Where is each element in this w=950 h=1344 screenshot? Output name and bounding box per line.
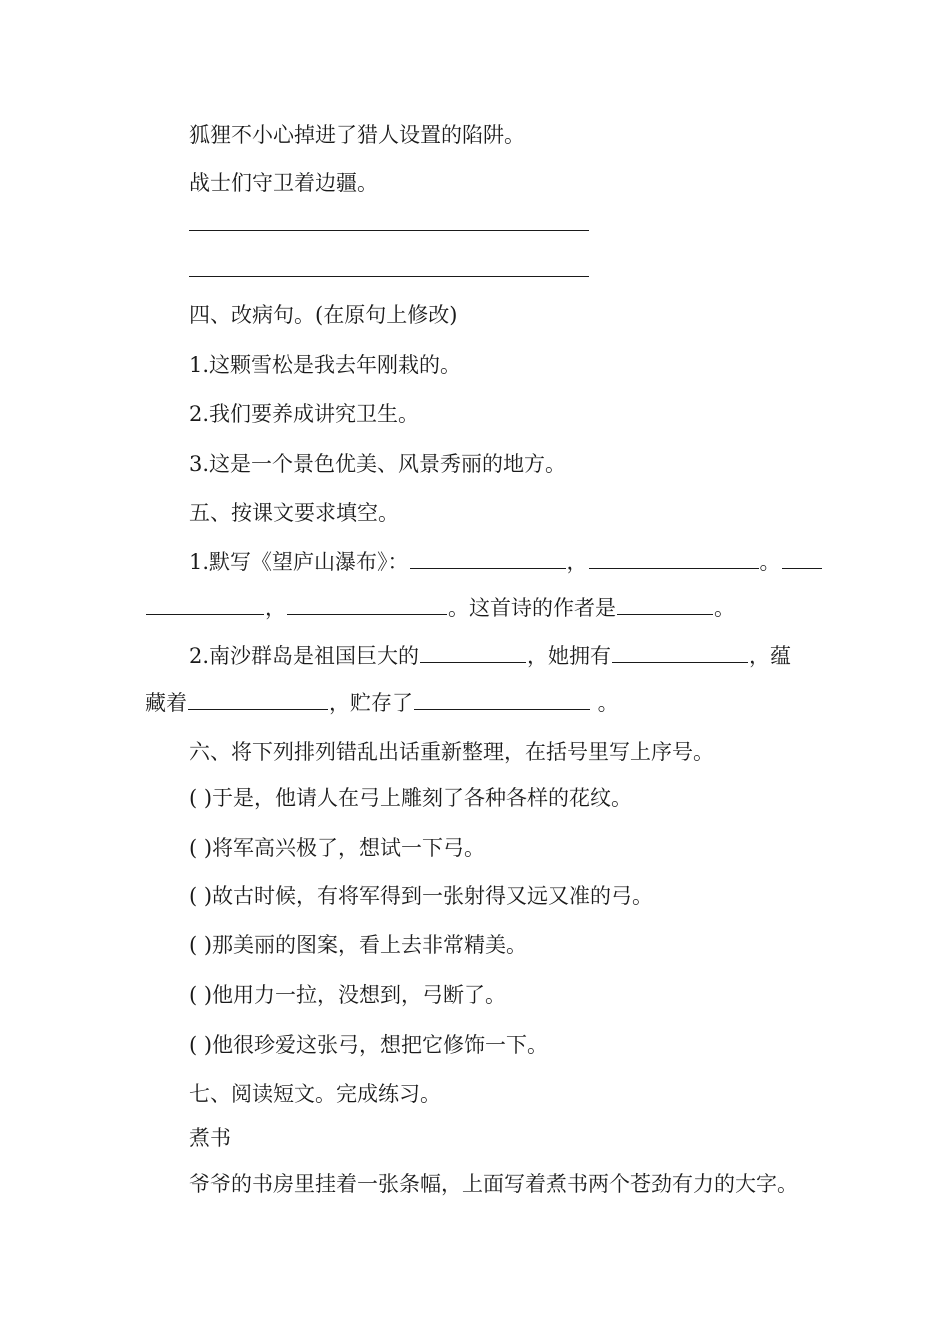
section-4-item-3: 3.这是一个景色优美、风景秀丽的地方。 bbox=[189, 452, 567, 476]
q1-author-blank[interactable] bbox=[617, 594, 713, 615]
q1-blank-2[interactable] bbox=[589, 548, 759, 569]
section-7-heading: 七、阅读短文。完成练习。 bbox=[189, 1082, 441, 1106]
q1-blank-3a[interactable] bbox=[782, 548, 822, 569]
q1-author-text: 。这首诗的作者是 bbox=[448, 596, 616, 620]
q1-comma-2: ， bbox=[265, 596, 286, 620]
section-5-q1-line2 bbox=[145, 594, 735, 622]
section-4-item-2: 2.我们要养成讲究卫生。 bbox=[189, 402, 420, 426]
q2-line2-prefix: 藏着 bbox=[145, 691, 187, 715]
q2-mid-2: ，蕴 bbox=[749, 644, 792, 668]
section-6-item-2[interactable]: ( )将军高兴极了，想试一下弓。 bbox=[189, 836, 486, 860]
answer-line-2[interactable] bbox=[189, 276, 589, 277]
q1-end: 。 bbox=[714, 596, 735, 620]
answer-line-1[interactable] bbox=[189, 230, 589, 231]
section-5-heading: 五、按课文要求填空。 bbox=[189, 501, 399, 525]
q2-prefix: 2.南沙群岛是祖国巨大的 bbox=[189, 644, 420, 668]
q1-blank-1[interactable] bbox=[410, 548, 566, 569]
q2-blank-2[interactable] bbox=[612, 642, 748, 663]
passage-title: 煮书 bbox=[189, 1126, 231, 1150]
section-5-q2-line1 bbox=[189, 642, 791, 670]
passage-paragraph: 爷爷的书房里挂着一张条幅，上面写着煮书两个苍劲有力的大字。 bbox=[189, 1172, 798, 1196]
example-sentence-2: 战士们守卫着边疆。 bbox=[189, 171, 378, 195]
section-6-item-4[interactable]: ( )那美丽的图案，看上去非常精美。 bbox=[189, 933, 528, 957]
q1-period: 。 bbox=[759, 550, 781, 574]
section-6-item-1[interactable]: ( )于是，他请人在弓上雕刻了各种各样的花纹。 bbox=[189, 786, 633, 810]
q2-end: 。 bbox=[591, 691, 619, 715]
section-6-item-5[interactable]: ( )他用力一拉，没想到，弓断了。 bbox=[189, 983, 507, 1007]
section-6-heading: 六、将下列排列错乱出话重新整理，在括号里写上序号。 bbox=[189, 740, 714, 764]
section-4-item-1: 1.这颗雪松是我去年刚栽的。 bbox=[189, 353, 462, 377]
q2-blank-1[interactable] bbox=[420, 642, 526, 663]
section-6-item-6[interactable]: ( )他很珍爱这张弓，想把它修饰一下。 bbox=[189, 1033, 549, 1057]
q1-prefix: 1.默写《望庐山瀑布》： bbox=[189, 550, 409, 574]
q2-blank-3[interactable] bbox=[188, 689, 328, 710]
q1-blank-3b[interactable] bbox=[146, 594, 264, 615]
section-4-heading: 四、改病句。(在原句上修改) bbox=[189, 303, 458, 327]
section-6-item-3[interactable]: ( )故古时候，有将军得到一张射得又远又准的弓。 bbox=[189, 884, 654, 908]
q2-mid-3: ，贮存了 bbox=[329, 691, 413, 715]
q1-blank-4[interactable] bbox=[287, 594, 447, 615]
example-sentence-1: 狐狸不小心掉进了猎人设置的陷阱。 bbox=[189, 123, 525, 147]
q1-comma: ， bbox=[566, 550, 588, 574]
q2-blank-4[interactable] bbox=[414, 689, 590, 710]
q2-mid-1: ，她拥有 bbox=[527, 644, 612, 668]
section-5-q1-line1 bbox=[189, 548, 823, 576]
section-5-q2-line2 bbox=[145, 689, 619, 717]
